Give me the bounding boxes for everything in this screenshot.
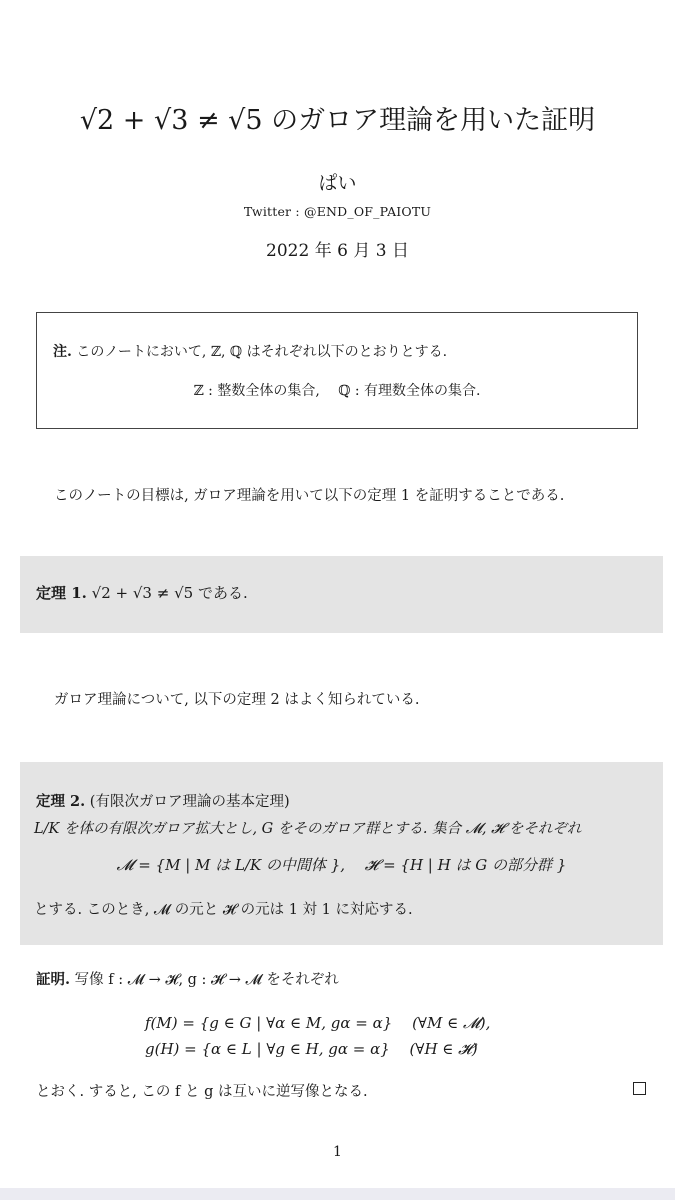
publication-date: 2022 年 6 月 3 日 — [266, 241, 409, 261]
note-definitions: ℤ : 整数全体の集合, ℚ : 有理数全体の集合. — [193, 383, 481, 399]
note-intro — [53, 341, 447, 361]
proof-equation-g: g(H) = {α ∈ L | ∀g ∈ H, gα = α} (∀H ∈ 𝓗) — [145, 1040, 478, 1058]
note-box — [36, 312, 638, 429]
theorem-1-line — [36, 582, 248, 603]
theorem-1-label: 定理 1. — [36, 584, 87, 602]
theorem-2-conclusion: とする. このとき, 𝓜 の元と 𝓗 の元は 1 対 1 に対応する. — [34, 902, 413, 918]
note-text: このノートにおいて, ℤ, ℚ はそれぞれ以下のとおりとする. — [76, 344, 448, 360]
transition-paragraph: ガロア理論について, 以下の定理 2 はよく知られている. — [54, 692, 420, 708]
theorem-2-header — [36, 790, 290, 811]
author-name: ぱい — [318, 172, 357, 194]
proof-intro — [36, 968, 339, 989]
theorem-2-setup: L/K を体の有限次ガロア拡大とし, G をそのガロア群とする. 集合 𝓜, 𝓗 をそれぞれ — [34, 821, 582, 837]
proof-conclusion: とおく. すると, この f と g は互いに逆写像となる. — [36, 1084, 368, 1100]
proof-equation-f: f(M) = {g ∈ G | ∀α ∈ M, gα = α} (∀M ∈ 𝓜), — [145, 1014, 491, 1032]
theorem-2-label: 定理 2. — [36, 793, 86, 810]
theorem-2-sets: 𝓜 = {M | M は L/K の中間体 }, 𝓗 = {H | H は G の部分群 } — [116, 856, 567, 874]
theorem-2-box — [20, 762, 663, 945]
page-number: 1 — [333, 1144, 342, 1160]
theorem-1-box — [20, 556, 663, 633]
page-title: √2 + √3 ≠ √5 のガロア理論を用いた証明 — [79, 105, 596, 136]
note-label: 注. — [53, 344, 72, 360]
intro-paragraph: このノートの目標は, ガロア理論を用いて以下の定理 1 を証明することである. — [54, 488, 565, 504]
proof-line1: 写像 f : 𝓜 → 𝓗, g : 𝓗 → 𝓜 をそれぞれ — [74, 972, 339, 988]
proof-label: 証明. — [36, 971, 71, 988]
viewer-bottom-bar — [0, 1188, 675, 1200]
qed-square-icon — [633, 1082, 646, 1095]
theorem-2-name: (有限次ガロア理論の基本定理) — [89, 794, 290, 810]
theorem-1-statement: √2 + √3 ≠ √5 である. — [91, 584, 248, 602]
twitter-handle: Twitter : @END_OF_PAIOTU — [243, 204, 432, 219]
